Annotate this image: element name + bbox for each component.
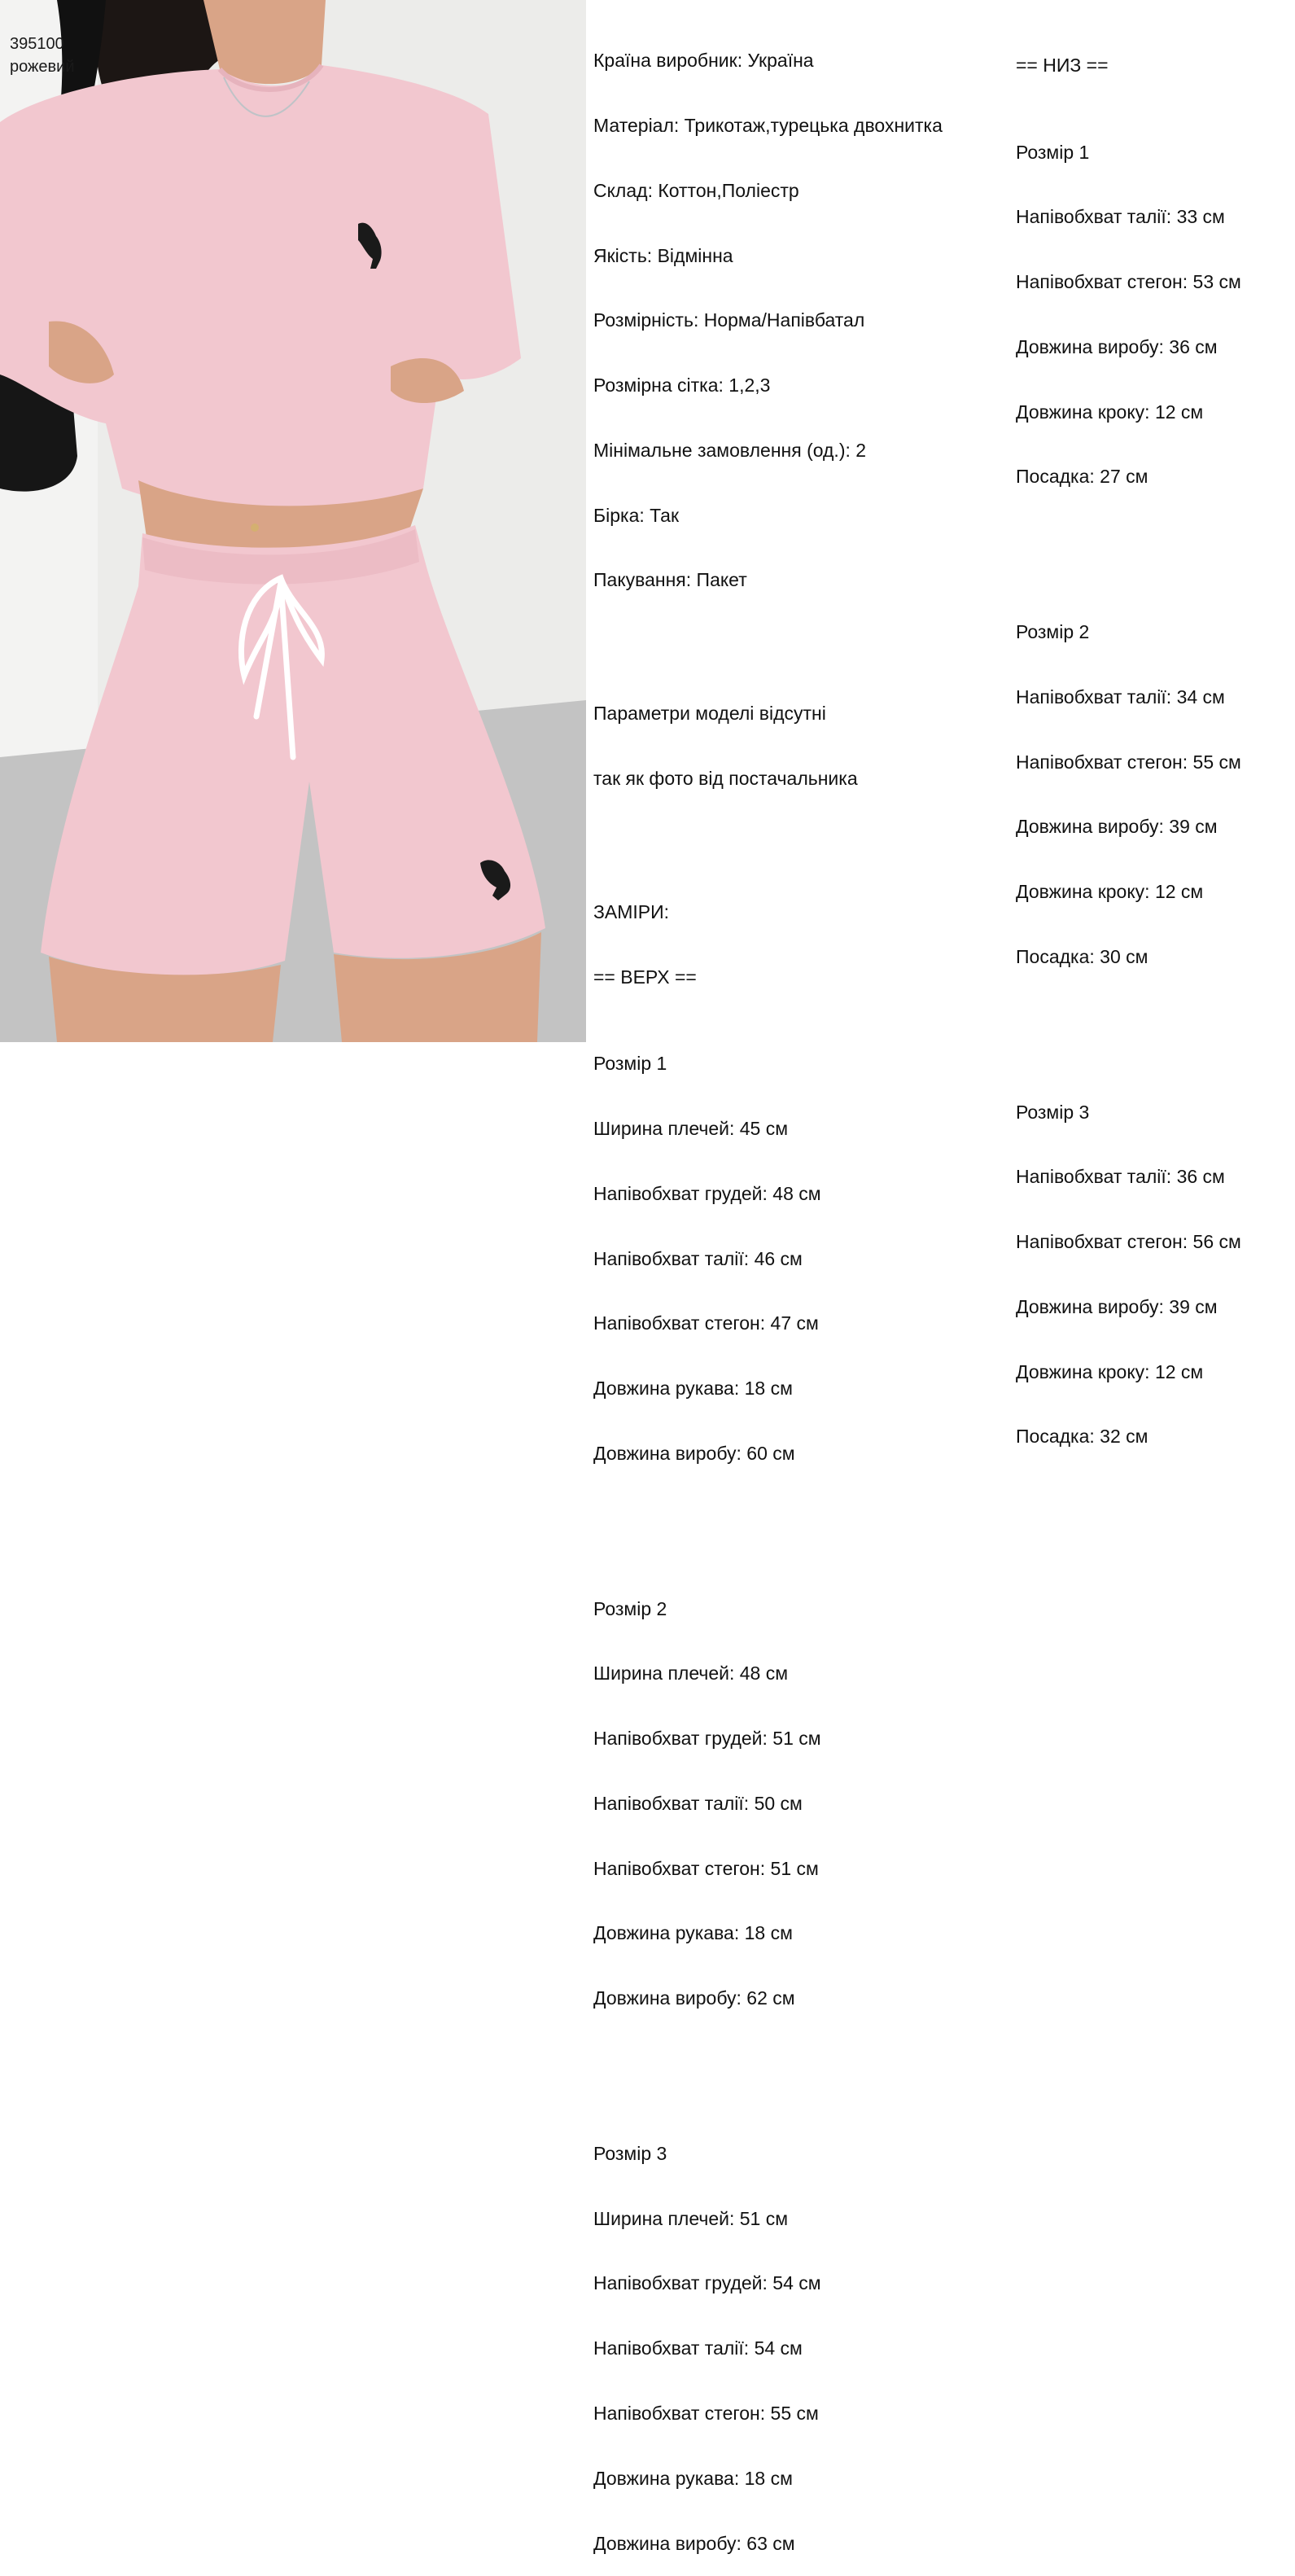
top-size-1-line: Напівобхват стегон: 47 см [593,1312,819,1334]
bottom-size-2-line: Посадка: 30 см [1016,945,1148,967]
bottom-measurements-column [1016,11,1241,1470]
top-size-2-line: Напівобхват грудей: 51 см [593,1728,821,1750]
top-size-3-line: Ширина плечей: 51 см [593,2207,789,2229]
top-size-1-line: Напівобхват талії: 46 см [593,1247,803,1269]
spec-packaging: Пакування: Пакет [593,569,747,591]
spec-min-order: Мінімальне замовлення (од.): 2 [593,439,867,461]
bottom-size-3-line: Напівобхват стегон: 56 см [1016,1231,1241,1253]
top-size-2-line: Напівобхват стегон: 51 см [593,1857,819,1879]
top-size-1-line: Довжина виробу: 60 см [593,1443,795,1464]
top-size-2-line: Довжина рукава: 18 см [593,1922,793,1944]
bottom-size-1-line: Посадка: 27 см [1016,466,1148,488]
spec-material: Матеріал: Трикотаж,турецька двохнитка [593,114,943,136]
bottom-size-1-title: Розмір 1 [1016,141,1090,163]
spec-quality: Якість: Відмінна [593,244,733,266]
top-size-1-line: Довжина рукава: 18 см [593,1378,793,1400]
top-size-3-line: Довжина рукава: 18 см [593,2467,793,2489]
top-size-2-title: Розмір 2 [593,1597,667,1619]
bottom-size-1-line: Напівобхват талії: 33 см [1016,206,1225,228]
top-size-3-line: Напівобхват талії: 54 см [593,2337,803,2359]
spec-country: Країна виробник: Україна [593,50,814,72]
top-size-1-line: Напівобхват грудей: 48 см [593,1182,821,1204]
product-photo [0,0,586,1042]
spec-sizing: Розмірність: Норма/Напівбатал [593,309,865,331]
spacer [593,833,943,858]
top-header: == ВЕРХ == [593,966,697,988]
product-code: 395100 [10,35,64,53]
spacer [593,2052,943,2078]
color-name: рожевий [10,58,75,76]
bottom-size-3-title: Розмір 3 [1016,1101,1090,1123]
bottom-size-1-line: Напівобхват стегон: 53 см [1016,271,1241,293]
bottom-size-1-line: Довжина виробу: 36 см [1016,335,1218,357]
top-size-2-line: Ширина плечей: 48 см [593,1663,789,1684]
spacer [593,1508,943,1533]
top-size-3-line: Довжина виробу: 63 см [593,2532,795,2554]
top-size-3-line: Напівобхват стегон: 55 см [593,2402,819,2424]
spacer [593,634,943,659]
top-size-3-line: Напівобхват грудей: 54 см [593,2272,821,2294]
bottom-size-2-line: Довжина виробу: 39 см [1016,816,1218,838]
top-size-1-title: Розмір 1 [593,1053,667,1075]
top-size-2-line: Довжина виробу: 62 см [593,1987,795,2009]
bottom-size-1-line: Довжина кроку: 12 см [1016,401,1204,423]
model-note-line1: Параметри моделі відсутні [593,703,826,725]
specs-column [593,7,943,2576]
spec-composition: Склад: Коттон,Поліестр [593,179,799,201]
product-photo-illustration [0,0,586,1042]
top-size-1-line: Ширина плечей: 45 см [593,1118,789,1140]
spacer [1016,1011,1241,1036]
model-note-line2: так як фото від постачальника [593,768,858,790]
bottom-size-2-line: Напівобхват стегон: 55 см [1016,751,1241,773]
bottom-size-3-line: Довжина кроку: 12 см [1016,1360,1204,1382]
spacer [1016,531,1241,556]
top-size-3-title: Розмір 3 [593,2142,667,2164]
bottom-size-2-title: Розмір 2 [1016,621,1090,643]
bottom-size-2-line: Напівобхват талії: 34 см [1016,686,1225,708]
bottom-size-2-line: Довжина кроку: 12 см [1016,881,1204,903]
navel-piercing [251,524,259,532]
bottom-size-3-line: Напівобхват талії: 36 см [1016,1166,1225,1188]
spec-tag: Бірка: Так [593,504,680,526]
bottom-header: == НИЗ == [1016,55,1109,77]
spec-size-grid: Розмірна сітка: 1,2,3 [593,375,771,396]
top-size-2-line: Напівобхват талії: 50 см [593,1792,803,1814]
measurements-title: ЗАМІРИ: [593,901,670,923]
bottom-size-3-line: Довжина виробу: 39 см [1016,1295,1218,1317]
bottom-size-3-line: Посадка: 32 см [1016,1426,1148,1448]
